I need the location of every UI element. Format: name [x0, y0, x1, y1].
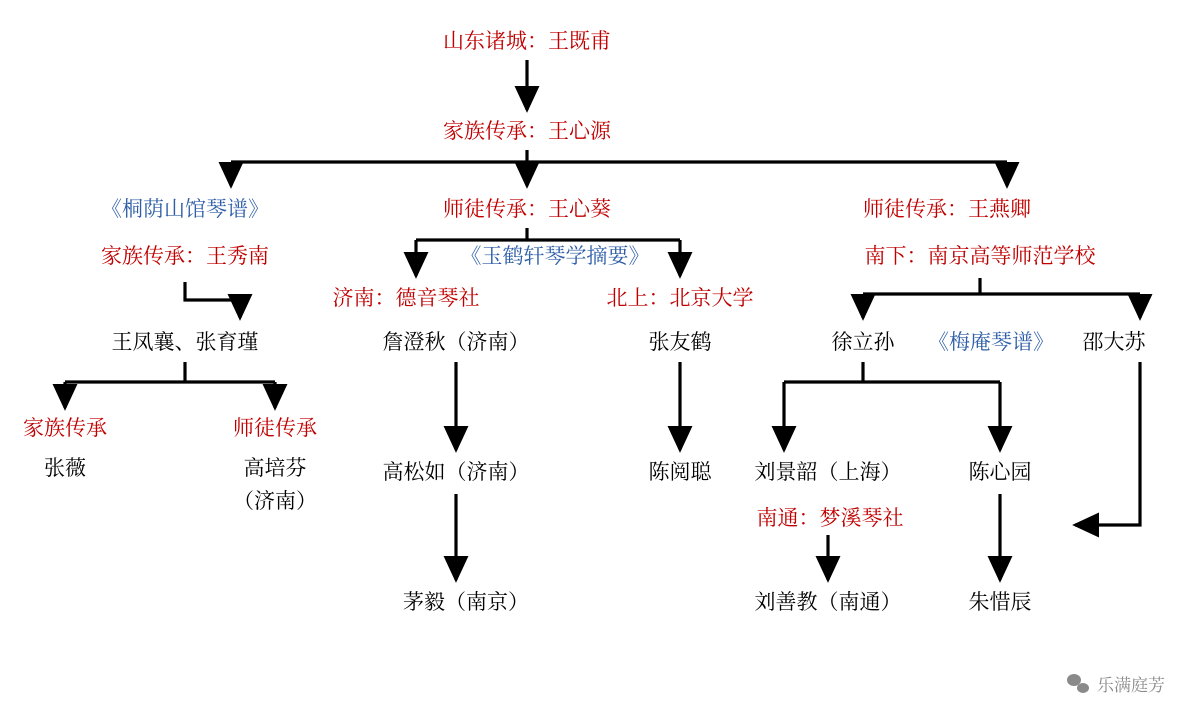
node-line: 济南：德音琴社 [332, 286, 480, 310]
node-beijing-university [607, 285, 754, 311]
node-line: 南通：梦溪琴社 [756, 506, 904, 530]
node-yuhexuan-score [461, 243, 650, 269]
node-line: 张薇 [44, 456, 86, 481]
node-xu-lisun [832, 329, 895, 355]
node-wang-xinyuan [443, 118, 611, 144]
node-line: 山东诸城：王既甫 [443, 29, 611, 53]
node-line: 张友鹤 [648, 330, 712, 354]
node-wang-xinkui [443, 196, 611, 222]
node-line: 刘善教（南通） [754, 590, 902, 614]
node-line: 家族传承：王秀南 [101, 244, 269, 268]
node-wang-jifu [443, 28, 611, 54]
node-line: 詹澄秋（济南） [382, 330, 530, 354]
node-line: 《梅庵琴谱》 [928, 330, 1054, 354]
node-tongyin-score [101, 196, 269, 222]
node-master-gaopeifen [233, 415, 317, 514]
node-wang-yanqing [863, 196, 1031, 222]
node-nanjing-normal-school [865, 243, 1096, 269]
node-line: （济南） [233, 488, 317, 513]
node-line: 刘景韶（上海） [754, 460, 902, 484]
node-line: 陈心园 [968, 460, 1032, 484]
node-line: 南下：南京高等师范学校 [864, 244, 1096, 268]
node-line: 朱惜辰 [968, 590, 1032, 614]
node-line: 家族传承 [23, 416, 107, 440]
node-jinan-deyin-qinshe [333, 285, 480, 311]
node-line: 《桐荫山馆琴谱》 [101, 197, 269, 221]
node-line: 家族传承：王心源 [443, 119, 611, 143]
node-zhu-xichen [969, 589, 1032, 615]
node-nantong-mengxi-qinshe [757, 505, 904, 531]
node-line: 茅毅（南京） [403, 590, 529, 614]
node-line: 师徒传承：王燕卿 [863, 197, 1031, 221]
node-gao-songru [383, 459, 530, 485]
node-line: 师徒传承：王心葵 [443, 197, 611, 221]
node-line: 师徒传承 [233, 416, 317, 440]
node-chen-xinyuan [969, 459, 1032, 485]
wechat-icon [1067, 674, 1089, 693]
node-meian-score [928, 329, 1054, 355]
node-wangfengxiang-zhangyujin [112, 329, 259, 355]
node-line: 邵大苏 [1082, 330, 1146, 354]
watermark [1067, 671, 1165, 696]
node-line: 徐立孙 [831, 330, 895, 354]
node-line: 北上：北京大学 [606, 286, 754, 310]
node-shao-dasu [1083, 329, 1146, 355]
node-zhan-chengqiu [383, 329, 530, 355]
node-line: 《玉鹤轩琴学摘要》 [460, 244, 650, 268]
node-family-zhangwei [23, 415, 107, 482]
node-zhang-youhe [649, 329, 712, 355]
node-line: 王凤襄、张育瑾 [111, 330, 259, 354]
node-wang-xiunan [101, 243, 269, 269]
node-line: 高松如（济南） [382, 460, 530, 484]
node-liu-shanjiao [755, 589, 902, 615]
node-liu-jingshao [755, 459, 902, 485]
node-mao-yi [403, 589, 529, 615]
node-line: 高培芬 [243, 456, 307, 481]
watermark-label: 乐满庭芳 [1097, 676, 1165, 695]
node-line: 陈阅聪 [648, 460, 712, 484]
node-chen-yuecong [649, 459, 712, 485]
